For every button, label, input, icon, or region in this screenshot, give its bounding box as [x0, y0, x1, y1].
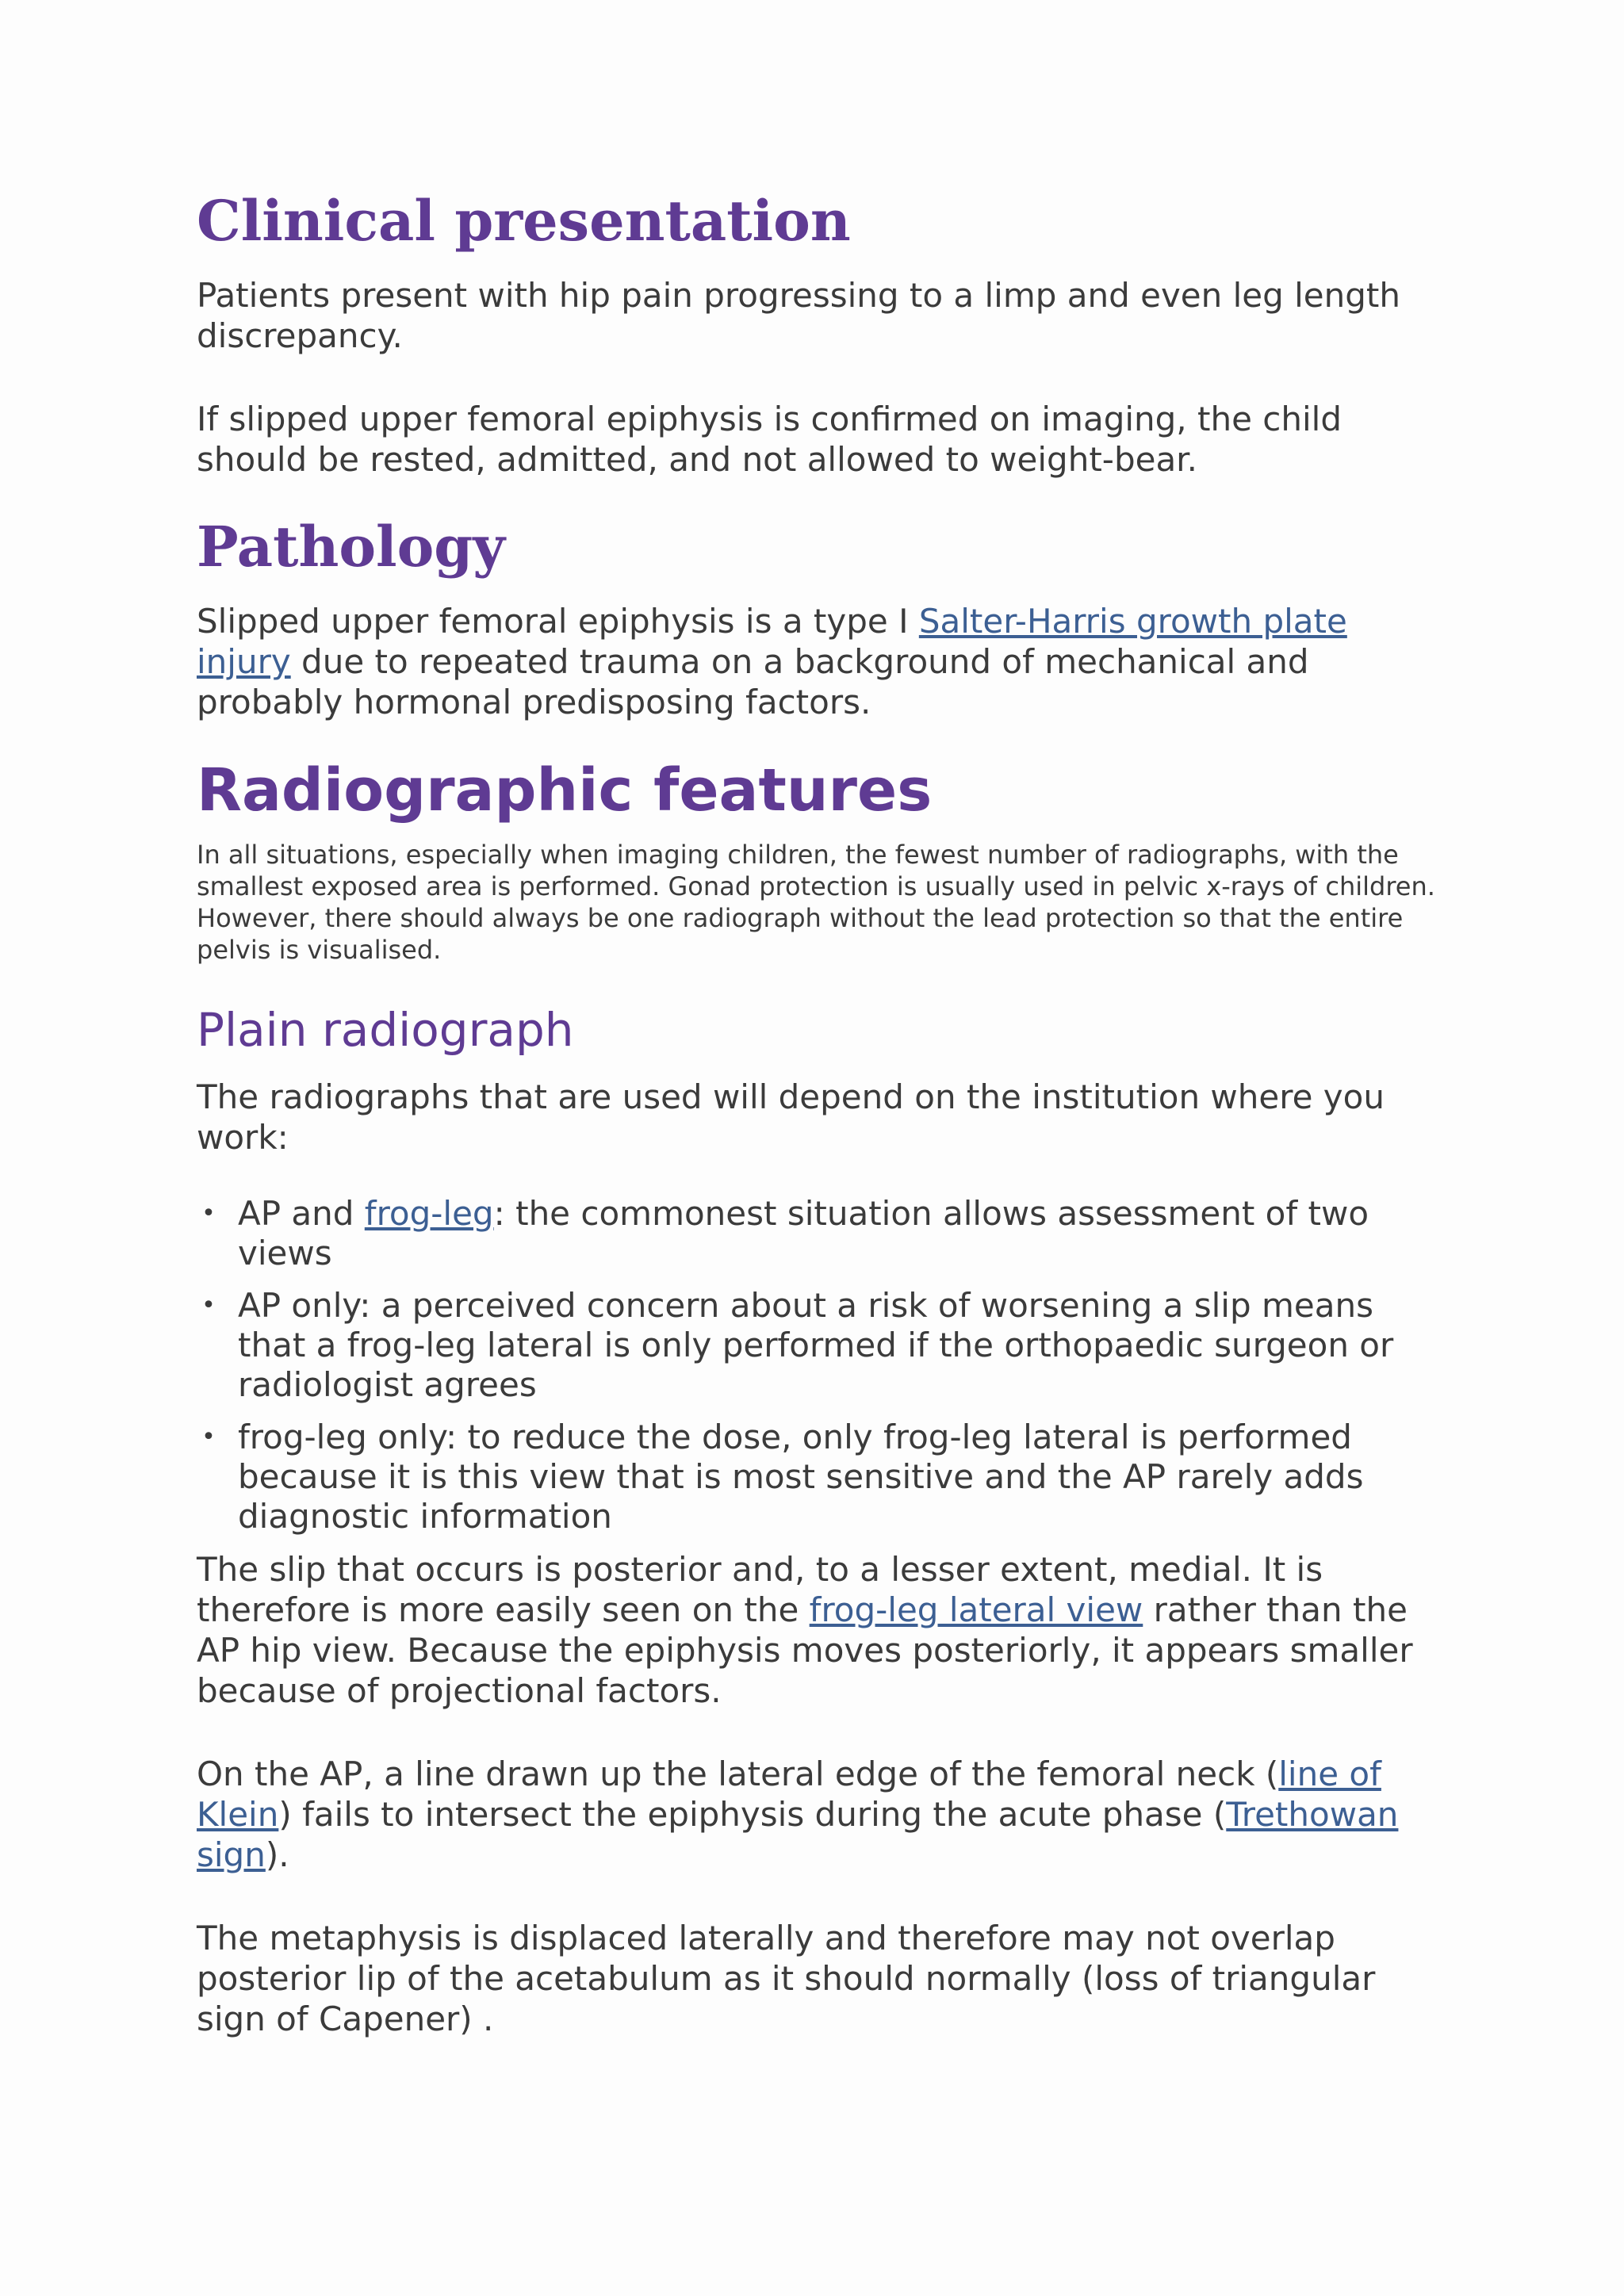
pathology-paragraph	[197, 601, 1450, 722]
heading-clinical-presentation: Clinical presentation	[197, 188, 851, 254]
bullet-2-text: AP only: a perceived concern about a risk of worsening a slip means that a frog-leg lateral is only performed if the orthopaedic surgeon or radiologist agrees	[238, 1286, 1394, 1405]
pathology-text-2: due to repeated trauma on a background of mechanical and probably hormonal predisposing factors.	[197, 642, 1309, 721]
bullet-1-text-1: AP and	[238, 1194, 365, 1234]
link-salter-harris[interactable]: Salter-Harris growth plate injury	[197, 602, 1347, 681]
link-trethowan-sign[interactable]: Trethowan sign	[197, 1795, 1399, 1875]
list-item	[201, 1286, 1450, 1405]
klein-text-1: On the AP, a line drawn up the lateral edge of the femoral neck (	[197, 1755, 1279, 1794]
heading-plain-radiograph: Plain radiograph	[197, 1003, 574, 1058]
slip-paragraph	[197, 1549, 1450, 1711]
metaphysis-paragraph: The metaphysis is displaced laterally and therefore may not overlap posterior lip of the acetabulum as it should normally (loss of triangular sign of Capener) .	[197, 1919, 1376, 2039]
bullet-glyph: •	[201, 1423, 216, 1452]
list-item	[201, 1194, 1450, 1273]
plain-intro: The radiographs that are used will depend on the institution where you work:	[197, 1077, 1385, 1158]
slip-text-2: rather than the AP hip view. Because the epiphysis moves posteriorly, it appears smaller because of projectional factors.	[197, 1590, 1413, 1711]
bullet-glyph: •	[201, 1292, 216, 1320]
clinical-paragraph-2: If slipped upper femoral epiphysis is confirmed on imaging, the child should be rested, admitted, and not allowed to weight-bear.	[197, 400, 1342, 479]
klein-text-2: ) fails to intersect the epiphysis during the acute phase (	[278, 1795, 1227, 1835]
slip-text-1: The slip that occurs is posterior and, to a lesser extent, medial. It is therefore is more easily seen on the	[197, 1550, 1323, 1630]
pathology-text-1: Slipped upper femoral epiphysis is a type I	[197, 602, 919, 641]
heading-radiographic-features: Radiographic features	[197, 756, 933, 825]
document-page	[197, 190, 1450, 2039]
link-line-of-klein[interactable]: line of Klein	[197, 1755, 1381, 1835]
link-frog-leg-lateral-view[interactable]: frog-leg lateral view	[809, 1590, 1143, 1630]
bullet-3-text: frog-leg only: to reduce the dose, only frog-leg lateral is performed because it is this view that is most sensitive and the AP rarely adds diagnostic information	[238, 1418, 1364, 1536]
radiograph-list	[197, 1194, 1450, 1536]
bullet-glyph: •	[201, 1200, 216, 1228]
klein-text-3: ).	[265, 1835, 289, 1875]
clinical-paragraph-1: Patients present with hip pain progressing to a limp and even leg length discrepancy.	[197, 276, 1401, 355]
klein-paragraph	[197, 1754, 1450, 1875]
radiographic-intro: In all situations, especially when imaging children, the fewest number of radiographs, with the smallest exposed area is performed. Gonad protection is usually used in pelvic x-rays of children. However, there should always be one radiograph without the lead protection so that the entire pelvis is visualised.	[197, 840, 1435, 966]
list-item	[201, 1418, 1450, 1536]
heading-pathology: Pathology	[197, 514, 505, 580]
link-frog-leg[interactable]: frog-leg	[364, 1194, 494, 1234]
bullet-1-text-2: : the commonest situation allows assessment of two views	[238, 1194, 1369, 1273]
